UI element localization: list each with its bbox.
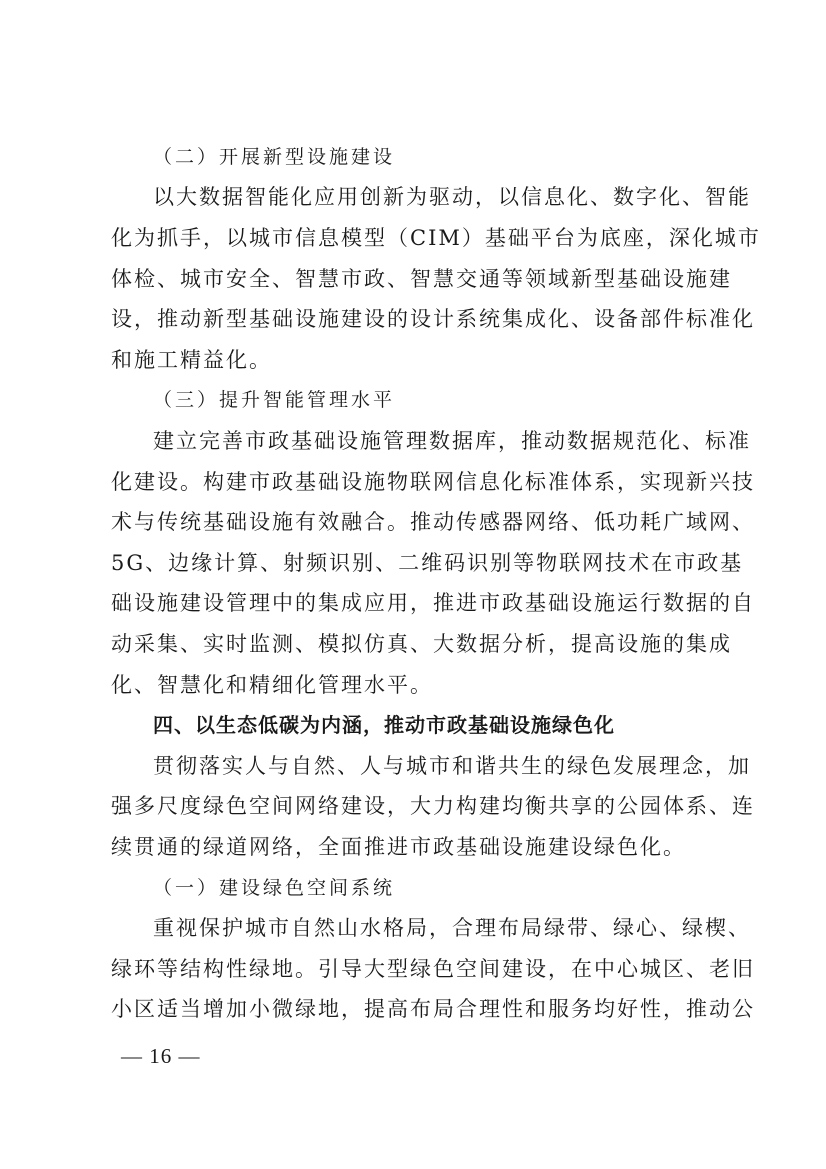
paragraph-line: 5G、边缘计算、射频识别、二维码识别等物联网技术在市政基: [111, 551, 744, 575]
paragraph-line: 术与传统基础设施有效融合。推动传感器网络、低功耗广域网、: [111, 510, 755, 534]
paragraph-line: 设，推动新型基础设施建设的设计系统集成化、设备部件标准化: [111, 307, 755, 331]
paragraph-line: 重视保护城市自然山水格局，合理布局绿带、绿心、绿楔、: [153, 916, 751, 940]
paragraph-line: 续贯通的绿道网络，全面推进市政基础设施建设绿色化。: [111, 835, 686, 859]
paragraph-line: 体检、城市安全、智慧市政、智慧交通等领域新型基础设施建: [111, 267, 732, 291]
paragraph-line: 小区适当增加小微绿地，提高布局合理性和服务均好性，推动公: [111, 997, 755, 1021]
paragraph-line: 和施工精益化。: [111, 348, 272, 372]
paragraph-line: 化、智慧化和精细化管理水平。: [111, 673, 433, 697]
paragraph-line: 建立完善市政基础设施管理数据库，推动数据规范化、标准: [153, 429, 751, 453]
paragraph-line: 贯彻落实人与自然、人与城市和谐共生的绿色发展理念，加: [153, 754, 751, 778]
paragraph-line: 强多尺度绿色空间网络建设，大力构建均衡共享的公园体系、连: [111, 794, 755, 818]
paragraph-line: 化建设。构建市政基础设施物联网信息化标准体系，实现新兴技: [111, 470, 755, 494]
paragraph-line: 动采集、实时监测、模拟仿真、大数据分析，提高设施的集成: [111, 632, 732, 656]
paragraph-line: 以大数据智能化应用创新为驱动，以信息化、数字化、智能: [153, 185, 751, 209]
paragraph-line: 础设施建设管理中的集成应用，推进市政基础设施运行数据的自: [111, 591, 755, 615]
section-heading-2: （二）开展新型设施建设: [153, 146, 396, 168]
section-heading-3: （三）提升智能管理水平: [153, 389, 396, 411]
paragraph-line: 绿环等结构性绿地。引导大型绿色空间建设，在中心城区、老旧: [111, 957, 755, 981]
paragraph-line: 化为抓手，以城市信息模型（CIM）基础平台为底座，深化城市: [111, 226, 761, 250]
page-number: — 16 —: [121, 1044, 201, 1068]
section-heading-1: （一）建设绿色空间系统: [153, 877, 396, 899]
chapter-heading-4: 四、以生态低碳为内涵，推动市政基础设施绿色化: [153, 713, 615, 737]
